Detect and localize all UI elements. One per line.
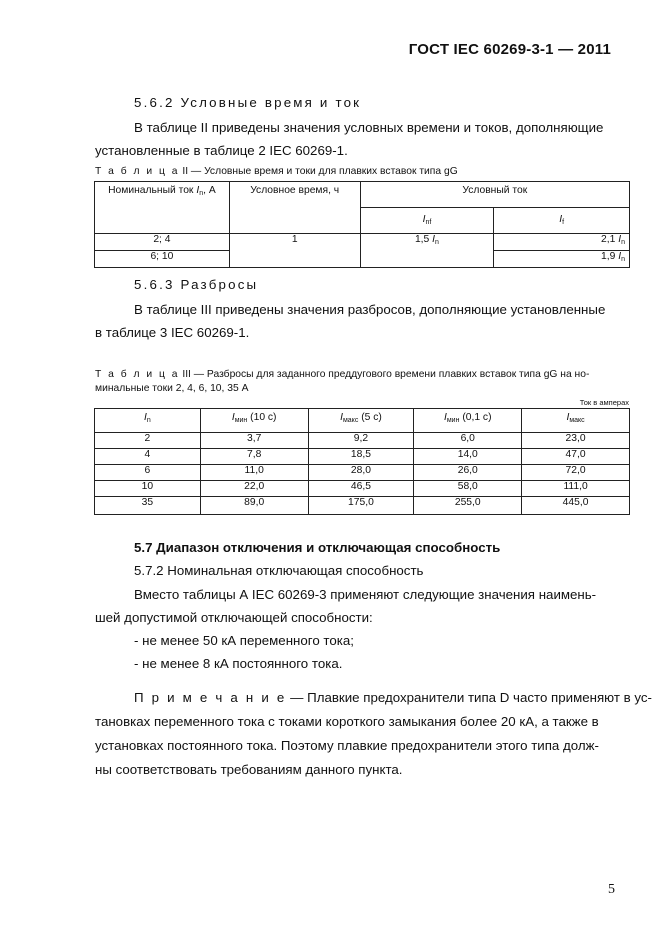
page-number: 5: [608, 882, 615, 897]
section-5-7-p2: шей допустимой отключающей способности:: [95, 610, 373, 625]
note-line-2: тановках переменного тока с токами короткого замыкания более 20 кА, а также в: [95, 714, 599, 729]
header-imax: $I_{макс}$: [522, 409, 630, 433]
section-title-text: 5.6.2 Условные время и ток: [134, 95, 362, 110]
caption-text: III — Разбросы для заданного преддугового времени плавких вставок типа gG на но-: [179, 369, 590, 380]
note-label: П р и м е ч а н и е: [134, 690, 287, 705]
table-2-caption: [95, 165, 458, 179]
header-imin-01s: $I_{мин}$ (0,1 с): [414, 409, 522, 433]
header-conditional-current: Условный ток: [360, 182, 629, 208]
page-header: ГОСТ IEC 60269-3-1 — 2011: [408, 41, 611, 58]
section-5-6-2-p1: В таблице II приведены значения условных времени и токов, дополняющие: [134, 120, 604, 135]
caption-text: II — Условные время и токи для плавких вставок типа gG: [179, 166, 458, 177]
table-row: [95, 234, 630, 251]
cell-time: 1: [229, 234, 360, 268]
header-imax-5s: $I_{макс}$ (5 с): [308, 409, 414, 433]
note-line-3: установках постоянного тока. Поэтому плавкие предохранители этого типа долж-: [95, 738, 599, 753]
section-5-6-3-p1: В таблице III приведены значения разбросов, дополняющие установленные: [134, 302, 606, 317]
cell-rated: 6; 10: [95, 251, 230, 268]
header-in: $I_n$: [95, 409, 201, 433]
list-item: - не менее 50 кА переменного тока;: [134, 633, 354, 648]
caption-label: Т а б л и ц а: [95, 369, 180, 380]
header-if: $I_f$: [494, 208, 630, 234]
cell-rated: 2; 4: [95, 234, 230, 251]
header-rated-current: Номинальный ток $I_n$, А: [95, 182, 230, 234]
caption-label: Т а б л и ц а: [95, 166, 180, 177]
header-imin-10s: $I_{мин}$ (10 с): [200, 409, 308, 433]
conditional-time-table: [94, 181, 630, 268]
header-inf: $I_{nf}$: [360, 208, 494, 234]
section-5-6-2-title: [134, 95, 361, 111]
note-line-4: ны соответствовать требованиям данного пункта.: [95, 762, 403, 777]
table-row: 4 7,8 18,5 14,0 47,0: [95, 449, 630, 465]
section-5-7-2-title: 5.7.2 Номинальная отключающая способность: [134, 563, 424, 578]
section-5-6-3-title: [134, 277, 258, 293]
cell-if: 2,1 $I_n$: [494, 234, 630, 251]
section-5-7-p1: Вместо таблицы А IEC 60269-3 применяют следующие значения наимень-: [134, 587, 597, 602]
caption-text-line2: минальные токи 2, 4, 6, 10, 35 А: [95, 383, 249, 394]
section-5-6-2-p2: установленные в таблице 2 IEC 60269-1.: [95, 143, 348, 158]
header-conditional-time: Условное время, ч: [229, 182, 360, 234]
note-text: — Плавкие предохранители типа D часто применяют в ус-: [286, 690, 652, 705]
table-row: 10 22,0 46,5 58,0 111,0: [95, 481, 630, 497]
table-3-caption: [95, 368, 625, 396]
table-row: 2 3,7 9,2 6,0 23,0: [95, 433, 630, 449]
note-line-1: [134, 690, 652, 706]
table-header-row: [95, 409, 630, 433]
section-5-7-title: 5.7 Диапазон отключения и отключающая способность: [134, 540, 501, 555]
unit-note: Ток в амперах: [579, 398, 629, 407]
table-row: 6 11,0 28,0 26,0 72,0: [95, 465, 630, 481]
section-5-6-3-p2: в таблице 3 IEC 60269-1.: [95, 325, 250, 340]
section-title-text: 5.6.3 Разбросы: [134, 277, 259, 292]
cell-if: 1,9 $I_n$: [494, 251, 630, 268]
table-row: 35 89,0 175,0 255,0 445,0: [95, 497, 630, 515]
list-item: - не менее 8 кА постоянного тока.: [134, 656, 343, 671]
cell-inf: 1,5 $I_n$: [360, 234, 494, 268]
variation-table: [94, 408, 630, 515]
